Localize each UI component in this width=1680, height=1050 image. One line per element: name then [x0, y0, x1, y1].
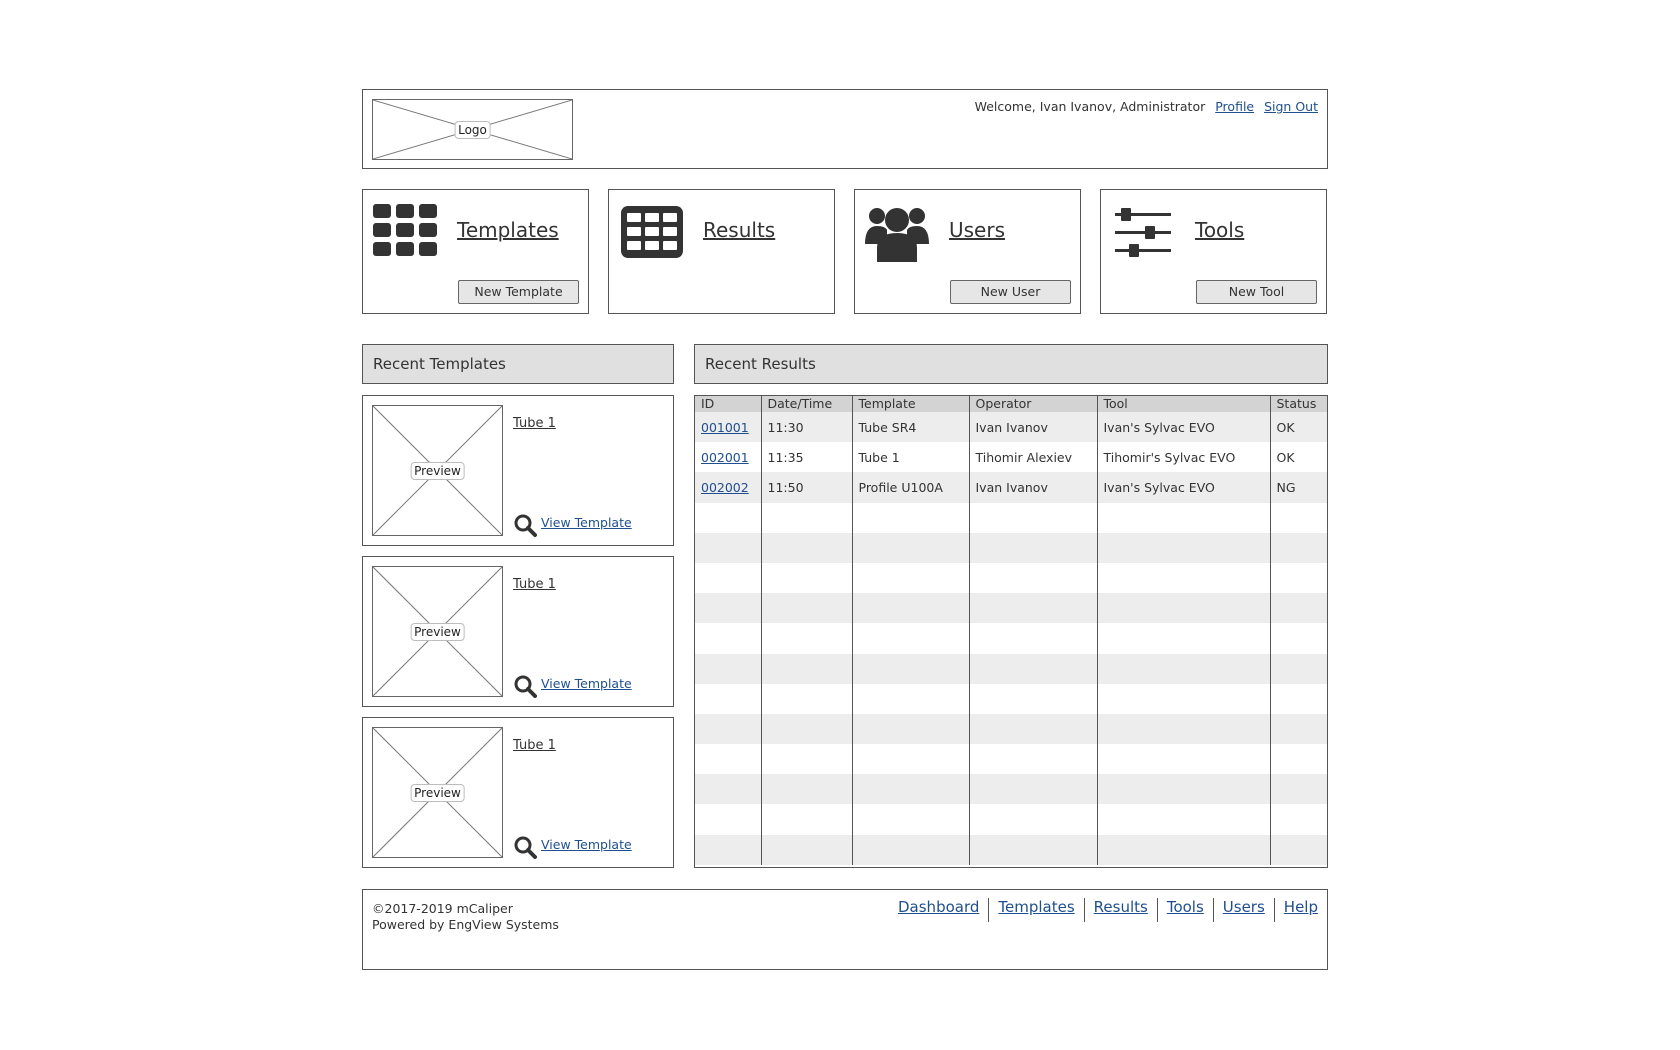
- empty-table-row: [695, 684, 1328, 714]
- empty-table-row: [695, 835, 1328, 865]
- footer-divider: [1084, 898, 1085, 922]
- template-card: [362, 717, 674, 868]
- footer-divider: [1157, 898, 1158, 922]
- result-template-cell: Profile U100A: [852, 472, 969, 502]
- new-template-button[interactable]: New Template: [458, 280, 579, 304]
- result-datetime-cell: 11:35: [761, 442, 852, 472]
- templates-card: [362, 189, 589, 314]
- table-row: [695, 442, 1328, 472]
- table-header-row: [695, 396, 1328, 412]
- empty-table-row: [695, 533, 1328, 563]
- column-header-id[interactable]: ID: [695, 396, 761, 412]
- result-id-cell: [695, 412, 761, 442]
- result-id-cell: [695, 442, 761, 472]
- users-title-link[interactable]: Users: [949, 218, 1006, 242]
- result-tool-cell: Tihomir's Sylvac EVO: [1097, 442, 1270, 472]
- result-datetime-cell: 11:30: [761, 412, 852, 442]
- profile-link[interactable]: Profile: [1215, 99, 1255, 114]
- result-id-cell: [695, 472, 761, 502]
- templates-title-link[interactable]: Templates: [457, 218, 559, 242]
- search-icon[interactable]: [513, 513, 537, 537]
- new-user-button[interactable]: New User: [950, 280, 1071, 304]
- template-name-link[interactable]: Tube 1: [513, 577, 556, 592]
- template-name-link[interactable]: Tube 1: [513, 416, 556, 431]
- new-tool-button[interactable]: New Tool: [1196, 280, 1317, 304]
- template-preview[interactable]: [372, 405, 503, 536]
- powered-by-text: Powered by EngView Systems: [372, 917, 559, 932]
- results-title-link[interactable]: Results: [703, 218, 776, 242]
- result-template-cell: Tube 1: [852, 442, 969, 472]
- column-header-operator[interactable]: Operator: [969, 396, 1097, 412]
- result-status-cell: OK: [1270, 412, 1328, 442]
- view-template-link[interactable]: View Template: [541, 676, 632, 691]
- logo-label: Logo: [454, 121, 491, 139]
- column-header-datetime[interactable]: Date/Time: [761, 396, 852, 412]
- footer-nav: [898, 898, 1318, 922]
- search-icon[interactable]: [513, 835, 537, 859]
- empty-table-row: [695, 654, 1328, 684]
- sliders-icon[interactable]: [1109, 202, 1177, 262]
- grid-icon[interactable]: [371, 202, 439, 262]
- template-card: [362, 395, 674, 546]
- results-table: [695, 396, 1328, 865]
- page-footer: [362, 889, 1328, 970]
- result-id-link[interactable]: 001001: [701, 419, 749, 435]
- recent-templates-header: Recent Templates: [362, 344, 674, 384]
- result-datetime-cell: 11:50: [761, 472, 852, 502]
- footer-divider: [988, 898, 989, 922]
- sign-out-link[interactable]: Sign Out: [1264, 99, 1318, 114]
- logo: [372, 99, 573, 160]
- copyright-text: ©2017-2019 mCaliper: [372, 901, 513, 916]
- footer-link-dashboard[interactable]: Dashboard: [898, 898, 980, 916]
- template-name-link[interactable]: Tube 1: [513, 738, 556, 753]
- footer-link-tools[interactable]: Tools: [1166, 898, 1204, 916]
- empty-table-row: [695, 804, 1328, 834]
- footer-link-help[interactable]: Help: [1283, 898, 1318, 916]
- preview-label: Preview: [410, 623, 465, 641]
- template-preview[interactable]: [372, 566, 503, 697]
- footer-divider: [1213, 898, 1214, 922]
- view-template-link[interactable]: View Template: [541, 837, 632, 852]
- column-header-status[interactable]: Status: [1270, 396, 1328, 412]
- preview-label: Preview: [410, 462, 465, 480]
- users-icon[interactable]: [863, 202, 931, 262]
- copyright-block: [372, 901, 559, 933]
- table-row: [695, 472, 1328, 502]
- empty-table-row: [695, 593, 1328, 623]
- result-tool-cell: Ivan's Sylvac EVO: [1097, 472, 1270, 502]
- preview-label: Preview: [410, 784, 465, 802]
- result-status-cell: NG: [1270, 472, 1328, 502]
- footer-link-templates[interactable]: Templates: [998, 898, 1075, 916]
- column-header-template[interactable]: Template: [852, 396, 969, 412]
- result-id-link[interactable]: 002001: [701, 449, 749, 465]
- view-template-link[interactable]: View Template: [541, 515, 632, 530]
- result-operator-cell: Ivan Ivanov: [969, 472, 1097, 502]
- template-card: [362, 556, 674, 707]
- results-card: [608, 189, 835, 314]
- empty-table-row: [695, 563, 1328, 593]
- user-area: [969, 99, 1318, 114]
- tools-title-link[interactable]: Tools: [1195, 218, 1245, 242]
- result-tool-cell: Ivan's Sylvac EVO: [1097, 412, 1270, 442]
- column-header-tool[interactable]: Tool: [1097, 396, 1270, 412]
- result-template-cell: Tube SR4: [852, 412, 969, 442]
- empty-table-row: [695, 744, 1328, 774]
- template-preview[interactable]: [372, 727, 503, 858]
- result-id-link[interactable]: 002002: [701, 479, 749, 495]
- page-header: [362, 89, 1328, 169]
- footer-link-results[interactable]: Results: [1093, 898, 1148, 916]
- welcome-text: Welcome, Ivan Ivanov, Administrator: [974, 99, 1206, 114]
- empty-table-row: [695, 774, 1328, 804]
- empty-table-row: [695, 714, 1328, 744]
- footer-link-users[interactable]: Users: [1222, 898, 1265, 916]
- search-icon[interactable]: [513, 674, 537, 698]
- recent-results-header: Recent Results: [694, 344, 1328, 384]
- result-status-cell: OK: [1270, 442, 1328, 472]
- empty-table-row: [695, 503, 1328, 533]
- recent-results-table: [694, 395, 1328, 868]
- footer-divider: [1274, 898, 1275, 922]
- result-operator-cell: Tihomir Alexiev: [969, 442, 1097, 472]
- result-operator-cell: Ivan Ivanov: [969, 412, 1097, 442]
- table-row: [695, 412, 1328, 442]
- empty-table-row: [695, 623, 1328, 653]
- users-card: [854, 189, 1081, 314]
- tools-card: [1100, 189, 1327, 314]
- table-icon[interactable]: [617, 202, 685, 262]
